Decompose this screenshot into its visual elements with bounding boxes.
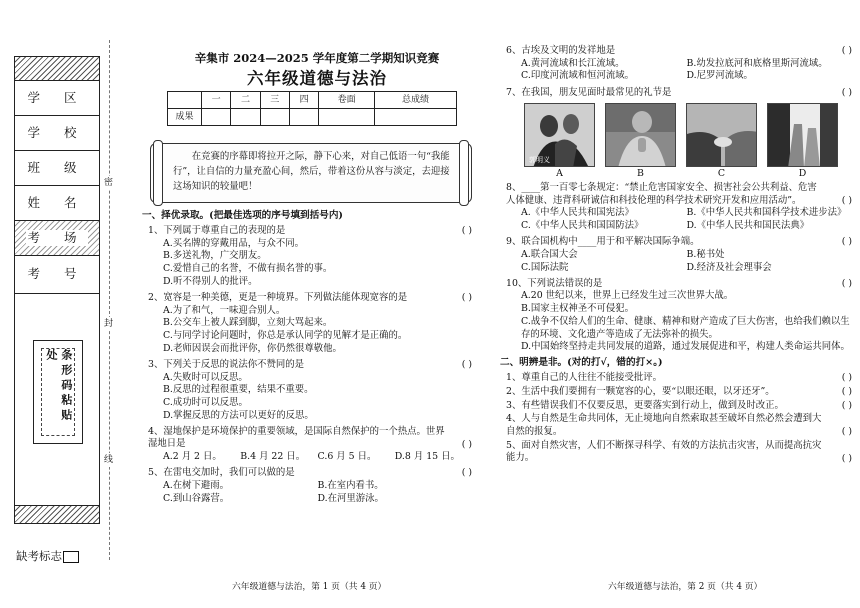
options-grid	[506, 58, 852, 83]
option[interactable]: A.《中华人民共和国宪法》	[521, 207, 634, 219]
option[interactable]: D.听不得别人的批评。	[163, 275, 258, 287]
photo-a-hug[interactable]	[524, 103, 595, 167]
answer-paren[interactable]: ( )	[841, 452, 852, 464]
option[interactable]: A.为了和气，一味迎合别人。	[163, 304, 286, 316]
score-table-header-row	[168, 92, 457, 109]
score-col-2: 二	[231, 92, 260, 109]
option[interactable]: A.黄河流域和长江流域。	[521, 57, 625, 69]
photo-label-c: C	[717, 168, 726, 180]
encouragement-scroll	[150, 143, 472, 203]
question-5: 5、在雷电交加时，我们可以做的是 ( ) A.在树下避雨。 B.在室内看书。 C.到山谷露营。 D.在河里游泳。	[148, 467, 472, 504]
score-cell[interactable]	[260, 109, 289, 126]
score-cell[interactable]	[289, 109, 318, 126]
answer-paren[interactable]: ( )	[841, 194, 852, 206]
barcode-label: 条形码粘贴处	[45, 349, 73, 424]
option[interactable]: A.联合国大会	[521, 248, 578, 260]
option[interactable]: D.《中华人民共和国民法典》	[686, 220, 810, 231]
photo-label-d: D	[798, 168, 807, 180]
option[interactable]: A.2 月 2 日。	[163, 451, 222, 463]
judge-item-3: 3、有些错误我们不仅要反思，更要落实到行动上，做到及时改正。 ( )	[506, 399, 852, 411]
answer-paren[interactable]: ( )	[841, 426, 852, 438]
option[interactable]: B.在室内看书。	[317, 480, 384, 491]
options-grid	[148, 480, 472, 505]
score-col-1: 一	[202, 92, 231, 109]
field-exam-room[interactable]: 考 场	[15, 221, 99, 256]
option[interactable]: D.在河里游泳。	[317, 492, 384, 504]
score-cell[interactable]	[231, 109, 260, 126]
judge-item-5: 5、面对自然灾害，人们不断探寻科学、有效的方法抗击灾害，从而提高抗灾能力。 ( )	[506, 439, 852, 464]
option[interactable]: C.国际法院	[521, 261, 569, 273]
field-name[interactable]: 姓 名	[15, 186, 99, 221]
question-3: 3、下列关于反思的说法你不赞同的是 ( ) A.失败时可以反思。 B.反思的过程很重要，结果不重要。 C.成功时可以反思。 D.掌握反思的方法可以更好的反思。	[148, 358, 472, 421]
option[interactable]: C.到山谷露营。	[163, 492, 230, 504]
absent-checkbox[interactable]	[63, 551, 79, 563]
photo-c-handshake[interactable]	[686, 103, 757, 167]
answer-paren[interactable]: ( )	[841, 399, 852, 411]
page-footer-right: 六年级道德与法治，第 2 页（共 4 页）	[608, 582, 763, 592]
question-9: 9、联合国机构中____用于和平解决国际争端。 ( ) A.联合国大会 B.秘书处 C.国际法院 D.经济及社会理事会	[506, 236, 852, 273]
encouragement-text: 在竞赛的序幕即将拉开之际，静下心来，对自己低语一句“我能行”，让自信的力量充盈心间，然后，带着这份从容与淡定，去迎接这场知识的较量吧！	[173, 151, 450, 193]
strip-top-hatch	[15, 57, 99, 81]
option[interactable]: A.买名牌的穿戴用品，与众不同。	[163, 237, 305, 249]
option[interactable]: C.《中华人民共和国国防法》	[521, 220, 644, 231]
photo-label-b: B	[637, 168, 644, 180]
question-10: 10、下列说法错误的是 ( ) A.20 世纪以来，世界上已经发生过三次世界大战。 B.国家主权神圣不可侵犯。 C.战争不仅给人们的生命、健康、精神和财产造成了巨大伤害，也给我们赖以生存的环境、文化遗产等造成了无法弥补的损失。 D.中国始终坚持走共同发展的道路，通过发展促进和平，构建人类命运共同体。	[506, 277, 852, 353]
barcode-paste-area	[33, 340, 83, 444]
answer-paren[interactable]: ( )	[461, 467, 472, 479]
option[interactable]: B.4 月 22 日。	[240, 451, 306, 463]
judge-item-4: 4、人与自然是生命共同体，无止境地向自然索取甚至破坏自然必然会遭到大自然的报复。 ( )	[506, 413, 852, 438]
score-table	[167, 91, 457, 126]
options-grid	[506, 249, 852, 274]
section-2-title: 二、明辨是非。(对的打√，错的打×。)	[500, 357, 663, 369]
option[interactable]: C.与同学讨论问题时，你总是承认同学的见解才是正确的。	[163, 329, 408, 341]
answer-paren[interactable]: ( )	[841, 45, 852, 56]
field-class[interactable]: 班 级	[15, 151, 99, 186]
seal-line	[109, 40, 110, 560]
option[interactable]: A.失败时可以反思。	[163, 371, 248, 383]
strip-bottom-hatch	[15, 505, 99, 523]
answer-paren[interactable]: ( )	[841, 372, 852, 384]
seal-char-xian: 线	[104, 453, 113, 467]
score-table-corner	[168, 92, 202, 109]
option[interactable]: B.国家主权神圣不可侵犯。	[521, 303, 634, 315]
question-1: 1、下列属于尊重自己的表现的是 ( ) A.买名牌的穿戴用品，与众不同。 B.多送礼物，广交朋友。 C.爱惜自己的名誉，不做有损名誉的事。 D.听不得别人的批评。	[148, 224, 472, 287]
photo-label-a: A	[556, 168, 563, 180]
question-7: 7、在我国，朋友见面时最常见的礼节是 ( ) 郭明义 A B C D	[506, 86, 852, 180]
photo-d-bow[interactable]	[767, 103, 838, 167]
score-cell[interactable]	[319, 109, 375, 126]
answer-paren[interactable]: ( )	[461, 438, 472, 450]
score-row-label: 成果	[168, 109, 202, 126]
section-1-title: 一、择优录取。(把最佳选项的序号填到括号内)	[142, 210, 343, 221]
option[interactable]: B.公交车上被人踩到脚，立刻大骂起来。	[163, 317, 333, 329]
option[interactable]: D.掌握反思的方法可以更好的反思。	[163, 409, 314, 421]
score-col-3: 三	[260, 92, 289, 109]
photo-caption: 郭明义	[529, 156, 550, 165]
option[interactable]: B.反思的过程很重要，结果不重要。	[163, 384, 314, 396]
score-col-paper: 卷面	[319, 92, 375, 109]
option[interactable]: C.6 月 5 日。	[317, 451, 377, 463]
answer-paren[interactable]: ( )	[841, 386, 852, 397]
field-district[interactable]: 学 区	[15, 81, 99, 116]
answer-paren[interactable]: ( )	[461, 224, 472, 236]
page-footer-left: 六年级道德与法治，第 1 页（共 4 页）	[232, 582, 387, 592]
option[interactable]: A.20 世纪以来，世界上已经发生过三次世界大战。	[521, 290, 734, 302]
answer-paren[interactable]: ( )	[461, 291, 472, 303]
field-exam-number[interactable]: 考 号	[15, 256, 99, 294]
left-page-questions	[142, 210, 472, 506]
score-col-4: 四	[289, 92, 318, 109]
option[interactable]: B.幼发拉底河和底格里斯河流域。	[686, 57, 828, 69]
score-cell[interactable]	[202, 109, 231, 126]
question-8: 8、____第一百零七条规定：“禁止危害国家安全、损害社会公共利益、危害人体健康、违背科研诚信和科技伦理的科学技术研究开发和应用活动”。 ( ) A.《中华人民共和国宪法》 B.《中华人民共和国科学技术进步法》 C.《中华人民共和国国防法》 D.《中华人民共和国民法典》	[506, 181, 852, 231]
photo-options	[524, 103, 852, 167]
option[interactable]: D.尼罗河流域。	[686, 70, 753, 82]
answer-paren[interactable]: ( )	[461, 358, 472, 370]
question-4: 4、湿地保护是环境保护的重要领域，是国际自然保护的一个热点。世界湿地日是 ( ) A.2 月 2 日。 B.4 月 22 日。 C.6 月 5 日。 D.8 月 15 日。	[148, 425, 472, 463]
exam-main-title: 六年级道德与法治	[247, 69, 387, 88]
option[interactable]: B.多送礼物，广交朋友。	[163, 250, 267, 262]
seal-char-mi: 密	[104, 176, 113, 190]
exam-city-title: 辛集市 2024—2025 学年度第二学期知识竞赛	[194, 51, 440, 65]
answer-paren[interactable]: ( )	[841, 86, 852, 98]
option[interactable]: C.爱惜自己的名誉，不做有损名誉的事。	[163, 263, 333, 274]
photo-labels	[524, 168, 852, 181]
answer-paren[interactable]: ( )	[841, 236, 852, 248]
option[interactable]: B.秘书处	[686, 248, 725, 260]
option[interactable]: C.战争不仅给人们的生命、健康、精神和财产造成了巨大伤害，也给我们赖以生存的环境、文化遗产等造成了无法弥补的损失。	[521, 315, 850, 340]
score-col-total: 总成绩	[374, 92, 456, 109]
absent-label: 缺考标志	[16, 549, 62, 563]
options-row	[148, 451, 472, 464]
answer-paren[interactable]: ( )	[841, 277, 852, 289]
judge-item-2: 2、生活中我们要拥有一颗宽容的心，要“以眼还眼，以牙还牙”。 ( )	[506, 386, 852, 397]
absent-mark	[16, 549, 79, 565]
score-table-result-row	[168, 109, 457, 126]
score-cell[interactable]	[374, 109, 456, 126]
option[interactable]: D.8 月 15 日。	[394, 451, 460, 463]
field-school[interactable]: 学 校	[15, 116, 99, 151]
photo-b-hands-together[interactable]	[605, 103, 676, 167]
option[interactable]: C.印度河流域和恒河流域。	[521, 70, 634, 82]
option[interactable]: D.经济及社会理事会	[686, 261, 772, 273]
option[interactable]: A.在树下避雨。	[163, 480, 230, 491]
options-grid	[506, 207, 852, 232]
seal-char-feng: 封	[104, 317, 113, 331]
option[interactable]: C.成功时可以反思。	[163, 396, 248, 408]
option[interactable]: D.老师因误会而批评你，你仍然很尊敬他。	[163, 342, 342, 354]
right-page-questions	[500, 45, 852, 466]
binding-strip	[14, 56, 100, 524]
question-2: 2、宽容是一种美德，更是一种境界。下列做法能体现宽容的是 ( ) A.为了和气，一味迎合别人。 B.公交车上被人踩到脚，立刻大骂起来。 C.与同学讨论问题时，你总是承认同学的见解才是正确的。 D.老师因误会而批评你，你仍然很尊敬他。	[148, 291, 472, 354]
option[interactable]: B.《中华人民共和国科学技术进步法》	[686, 207, 847, 219]
option[interactable]: D.中国始终坚持走共同发展的道路，通过发展促进和平，构建人类命运共同体。	[521, 341, 850, 353]
question-6: 6、古埃及文明的发祥地是 ( ) A.黄河流域和长江流域。 B.幼发拉底河和底格里斯河流域。 C.印度河流域和恒河流域。 D.尼罗河流域。	[506, 45, 852, 82]
judge-item-1: 1、尊重自己的人往往不能接受批评。 ( )	[506, 372, 852, 384]
